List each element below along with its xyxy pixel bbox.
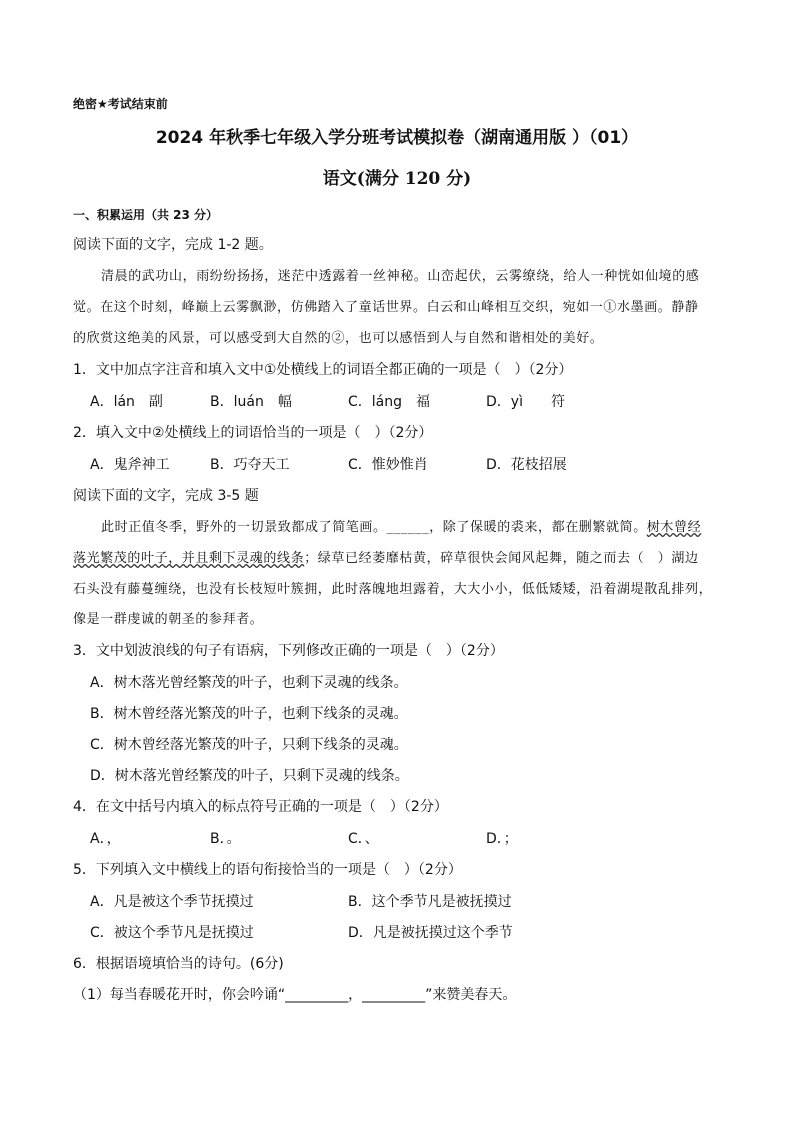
question-4-option-c[interactable]: C．、 — [348, 831, 379, 847]
reading-instruction-2: 阅读下面的文字，完成 3-5 题 — [73, 488, 259, 504]
question-2-option-c[interactable]: C．惟妙惟肖 — [348, 457, 428, 473]
passage2-line3: 石头没有藤蔓缠绕，也没有长枝短叶簇拥，此时落魄地坦露着，大大小小，低低矮矮，沿着湖堤散乱排列， — [73, 582, 713, 597]
question-1-option-c[interactable]: C．láng 福 — [348, 394, 431, 410]
question-5-option-a[interactable]: A．凡是被这个季节抚摸过 — [90, 894, 254, 910]
question-6-stem: 6．根据语境填恰当的诗句。(6分) — [73, 956, 284, 972]
question-3-option-a[interactable]: A．树木落光曾经繁茂的叶子，也剩下灵魂的线条。 — [90, 675, 408, 691]
question-6-sub-1: （1）每当春暖花开时，你会吟诵“_________，_________”来赞美春天。 — [73, 987, 517, 1003]
passage1-line3: 的欣赏这绝美的风景，可以感受到大自然的②，也可以感悟到人与自然和谐相处的美好。 — [73, 331, 604, 346]
question-2-option-b[interactable]: B．巧夺天工 — [210, 457, 290, 473]
section-heading: 一、积累运用（共 23 分） — [73, 208, 219, 222]
passage2-line2 — [73, 550, 699, 568]
confidential-label: 绝密★考试结束前 — [73, 97, 168, 111]
question-4-option-d[interactable]: D．； — [486, 831, 518, 847]
question-1-stem: 1．文中加点字注音和填入文中①处横线上的词语全都正确的一项是（ ）（2分） — [73, 362, 573, 378]
question-3-option-d[interactable]: D．树木落光曾经繁茂的叶子，只剩下灵魂的线条。 — [90, 768, 409, 784]
question-5-option-c[interactable]: C．被这个季节凡是抚摸过 — [90, 925, 254, 941]
question-5-option-b[interactable]: B．这个季节凡是被抚摸过 — [348, 894, 512, 910]
question-1-option-a[interactable]: A．lán 副 — [90, 394, 163, 410]
passage2-line1 — [101, 519, 701, 537]
question-2-option-d[interactable]: D．花枝招展 — [486, 457, 567, 473]
question-1-option-b[interactable]: B．luán 幅 — [210, 394, 292, 410]
question-2-stem: 2．填入文中②处横线上的词语恰当的一项是（ ）（2分） — [73, 425, 433, 441]
exam-subtitle: 语文(满分 120 分) — [322, 169, 472, 189]
question-4-stem: 4．在文中括号内填入的标点符号正确的一项是（ ）（2分） — [73, 799, 448, 815]
question-1-option-d[interactable]: D．yì 符 — [486, 394, 565, 410]
question-4-option-b[interactable]: B．。 — [210, 831, 241, 847]
passage2-line4: 像是一群虔诚的朝圣的参拜者。 — [73, 612, 264, 627]
passage1-line2: 觉。在这个时刻，峰巅上云雾飘渺，仿佛踏入了童话世界。白云和山峰相互交织，宛如一①水墨画。静静 — [73, 300, 699, 315]
passage2-line2-text: ；绿草已经萎靡枯黄，碎草很快会闻风起舞，随之而去（ ）湖边 — [304, 551, 699, 566]
exam-title: 2024 年秋季七年级入学分班考试模拟卷（湖南通用版 ）（01） — [155, 128, 639, 148]
wavy-sentence-start: 树木曾经 — [646, 520, 702, 535]
passage1-line1: 清晨的武功山，雨纷纷扬扬，迷茫中透露着一丝神秘。山峦起伏，云雾缭绕，给人一种恍如仙境的感 — [101, 269, 700, 284]
question-3-option-b[interactable]: B．树木曾经落光繁茂的叶子，也剩下线条的灵魂。 — [90, 706, 408, 722]
question-2-option-a[interactable]: A．鬼斧神工 — [90, 457, 170, 473]
question-5-option-d[interactable]: D．凡是被抚摸过这个季节 — [348, 925, 513, 941]
question-5-stem: 5．下列填入文中横线上的语句衔接恰当的一项是（ ）（2分） — [73, 862, 462, 878]
reading-instruction-1: 阅读下面的文字，完成 1-2 题。 — [73, 237, 273, 253]
question-4-option-a[interactable]: A．， — [90, 831, 121, 847]
question-3-option-c[interactable]: C．树木曾经落光繁茂的叶子，只剩下线条的灵魂。 — [90, 737, 408, 753]
wavy-sentence-end: 落光繁茂的叶子，并且剩下灵魂的线条 — [73, 551, 305, 566]
passage2-line1-text: 此时正值冬季，野外的一切景致都成了简笔画。______，除了保暖的裘来，都在删繁就简。 — [101, 520, 647, 535]
question-3-stem: 3．文中划波浪线的句子有语病，下列修改正确的一项是（ ）（2分） — [73, 643, 504, 659]
